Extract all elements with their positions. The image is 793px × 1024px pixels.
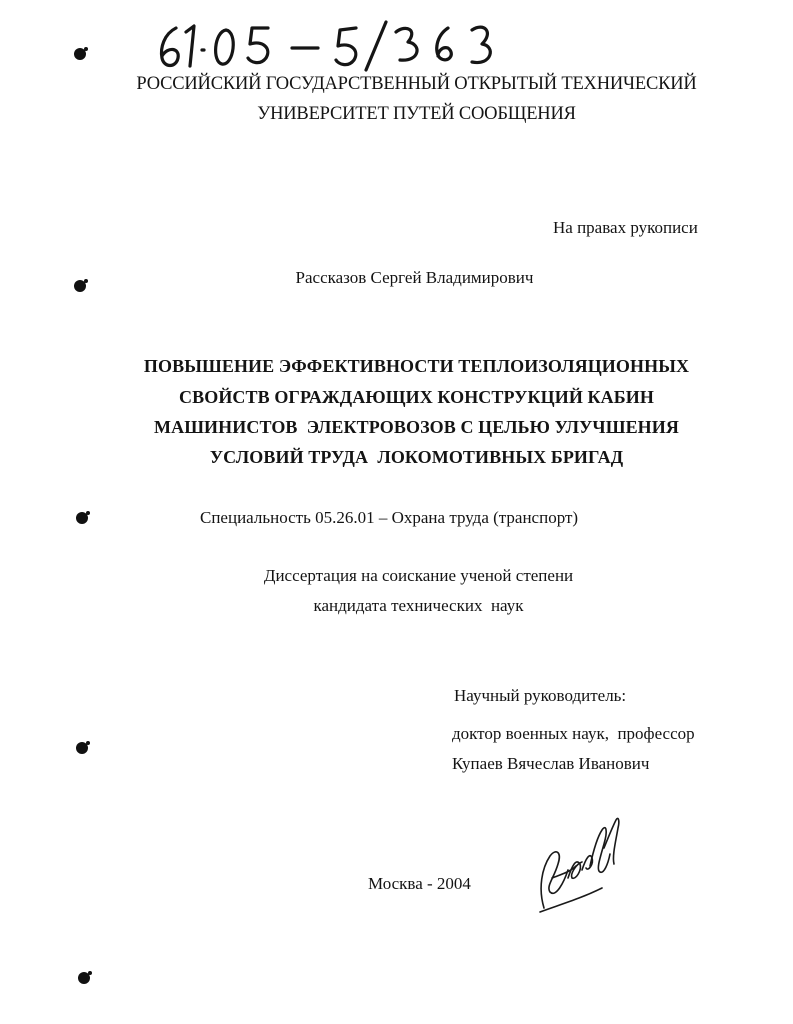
university-name-line-1: РОССИЙСКИЙ ГОСУДАРСТВЕННЫЙ ОТКРЫТЫЙ ТЕХНИЧЕСКИЙ xyxy=(136,74,697,94)
handwritten-signature-icon xyxy=(532,808,632,918)
punch-hole-3 xyxy=(76,512,88,524)
dissertation-title-line-3: МАШИНИСТОВ ЭЛЕКТРОВОЗОВ С ЦЕЛЬЮ УЛУЧШЕНИЯ xyxy=(154,417,679,437)
dissertation-title-line-2: СВОЙСТВ ОГРАЖДАЮЩИХ КОНСТРУКЦИЙ КАБИН xyxy=(179,387,654,407)
manuscript-rights-note: На правах рукописи xyxy=(553,218,698,237)
dissertation-title-line-4: УСЛОВИЙ ТРУДА ЛОКОМОТИВНЫХ БРИГАД xyxy=(209,447,624,467)
dissertation-degree-line-1: Диссертация на соискание ученой степени xyxy=(263,566,574,585)
archive-stamp-number xyxy=(150,18,490,78)
punch-hole-1 xyxy=(74,48,86,60)
supervisor-label: Научный руководитель: xyxy=(454,686,627,705)
punch-hole-5 xyxy=(78,972,90,984)
author-name: Рассказов Сергей Владимирович xyxy=(295,268,534,287)
university-name-line-2: УНИВЕРСИТЕТ ПУТЕЙ СООБЩЕНИЯ xyxy=(257,104,576,124)
supervisor-degree: доктор военных наук, профессор xyxy=(452,724,695,743)
specialty: Специальность 05.26.01 – Охрана труда (транспорт) xyxy=(200,508,579,527)
supervisor-name: Купаев Вячеслав Иванович xyxy=(452,754,650,773)
place-and-year: Москва - 2004 xyxy=(368,874,471,893)
dissertation-title-line-1: ПОВЫШЕНИЕ ЭФФЕКТИВНОСТИ ТЕПЛОИЗОЛЯЦИОННЫХ xyxy=(143,356,690,376)
punch-hole-4 xyxy=(76,742,88,754)
dissertation-degree-line-2: кандидата технических наук xyxy=(313,596,524,615)
